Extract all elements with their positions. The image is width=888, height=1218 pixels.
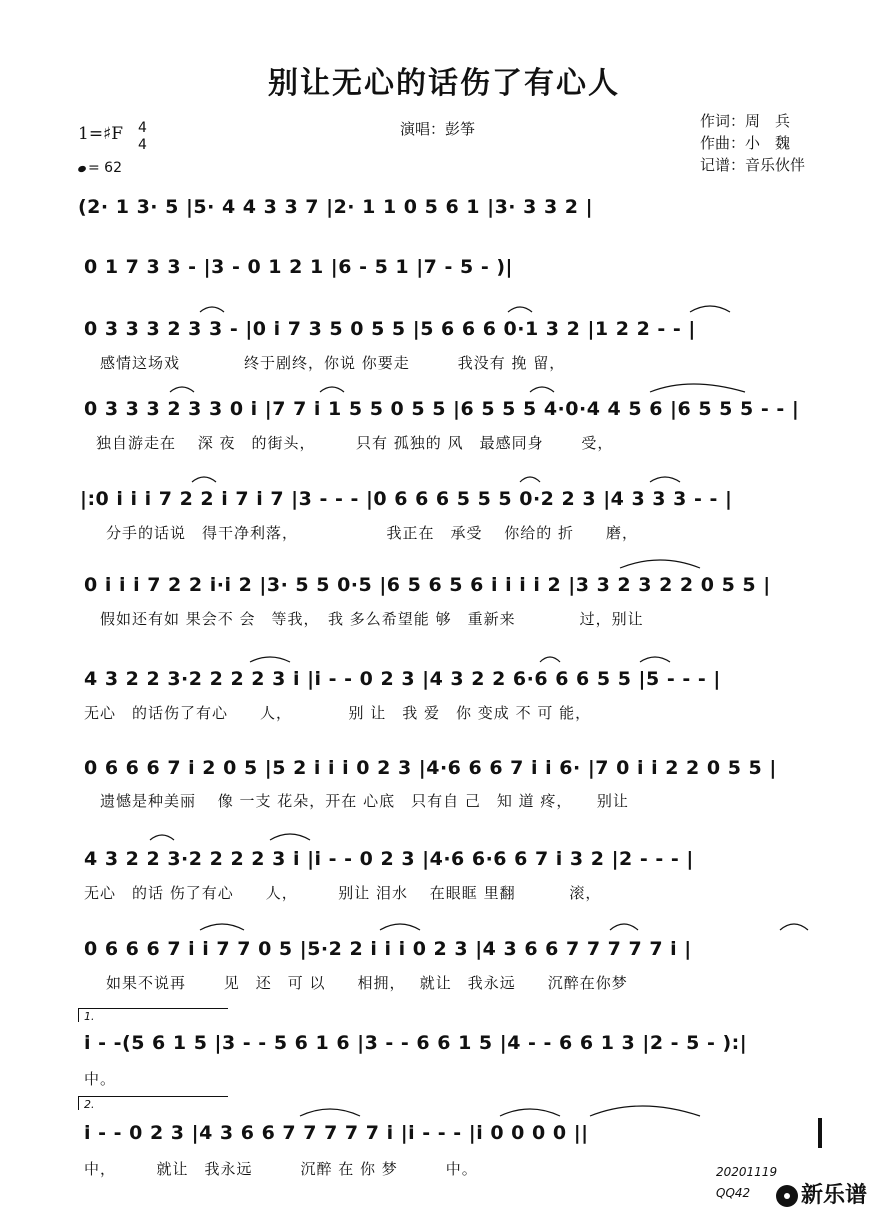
final-barline	[818, 1118, 822, 1148]
lyric-row-6: 假如还有如 果会不 会 等我， 我 多么希望能 够 重新来 过，别让	[100, 610, 644, 628]
score-row-5: |:0 i i i 7 2 2 i 7 i 7 |3 - - - |0 6 6 6 5 5 5 0·2 2 3 |4 3 3 3 - - |	[80, 488, 733, 510]
song-title: 别让无心的话伤了有心人	[268, 66, 620, 101]
lyricist-credit: 作词：周 兵	[700, 112, 791, 130]
record-disc-icon	[776, 1185, 798, 1207]
lyric-row-12: 中， 就让 我永远 沉醉 在 你 梦 中。	[84, 1160, 478, 1178]
score-row-2: 0 1 7 3 3 - |3 - 0 1 2 1 |6 - 5 1 |7 - 5 - )|	[84, 256, 513, 278]
lyric-row-7: 无心 的话伤了有心 人， 别 让 我 爱 你 变成 不 可 能，	[84, 704, 592, 722]
volta-1-number: 1.	[84, 1010, 95, 1023]
volta-1-leg	[78, 1008, 79, 1022]
volta-2-number: 2.	[84, 1098, 95, 1111]
date-stamp: 20201119	[716, 1165, 778, 1179]
score-row-12: i - - 0 2 3 |4 3 6 6 7 7 7 7 7 i |i - - - |i 0 0 0 0 ||	[84, 1122, 589, 1144]
score-row-8: 0 6 6 6 7 i 2 0 5 |5 2 i i i 0 2 3 |4·6 6 6 7 i i 6· |7 0 i i 2 2 0 5 5 |	[84, 757, 777, 779]
score-row-11: i - -(5 6 1 5 |3 - - 5 6 1 6 |3 - - 6 6 1 5 |4 - - 6 6 1 3 |2 - 5 - ):|	[84, 1032, 748, 1054]
lyric-row-4: 独自游走在 深 夜 的街头， 只有 孤独的 风 最感同身 受，	[96, 434, 614, 452]
score-row-7: 4 3 2 2 3·2 2 2 2 3 i |i - - 0 2 3 |4 3 2 2 6·6 6 6 5 5 |5 - - - |	[84, 668, 721, 690]
score-row-4: 0 3 3 3 2 3 3 0 i |7 7 i 1 5 5 0 5 5 |6 5 5 5 4·0·4 4 5 6 |6 5 5 5 - - |	[84, 398, 800, 420]
volta-1-bracket	[78, 1008, 228, 1009]
score-row-10: 0 6 6 6 7 i i 7 7 0 5 |5·2 2 i i i 0 2 3 |4 3 6 6 7 7 7 7 7 i |	[84, 938, 692, 960]
time-signature	[138, 120, 147, 154]
score-row-6: 0 i i i 7 2 2 i·i 2 |3· 5 5 0·5 |6 5 6 5 6 i i i i 2 |3 3 2 3 2 2 0 5 5 |	[84, 574, 771, 596]
quarter-note-icon	[77, 165, 87, 173]
brand-name: 新乐谱	[801, 1183, 868, 1208]
time-signature-top: 4	[138, 120, 147, 136]
score-row-1: (2· 1 3· 5 |5· 4 4 3 3 7 |2· 1 1 0 5 6 1 |3· 3 3 2 |	[78, 196, 594, 218]
transcriber-credit: 记谱：音乐伙伴	[700, 156, 806, 174]
lyric-row-5: 分手的话说 得干净利落， 我正在 承受 你给的 折 磨，	[106, 524, 639, 542]
composer-credit: 作曲：小 魏	[700, 134, 791, 152]
lyric-row-11: 中。	[84, 1070, 117, 1088]
key-signature: 1=♯F	[78, 124, 124, 144]
lyric-row-3: 感情这场戏 终于剧终，你说 你要走 我没有 挽 留，	[100, 354, 566, 372]
score-row-3: 0 3 3 3 2 3 3 - |0 i 7 3 5 0 5 5 |5 6 6 6 0·1 3 2 |1 2 2 - - |	[84, 318, 696, 340]
lyric-row-9: 无心 的话 伤了有心 人， 别让 泪水 在眼眶 里翻 滚，	[84, 884, 602, 902]
volta-2-bracket	[78, 1096, 228, 1097]
tempo-marking	[78, 160, 122, 176]
tempo-value: = 62	[88, 160, 122, 176]
brand-logo	[776, 1178, 867, 1209]
qq-stamp: QQ42	[716, 1186, 751, 1200]
volta-2-leg	[78, 1096, 79, 1110]
singer-credit: 演唱：彭筝	[400, 120, 476, 138]
score-row-9: 4 3 2 2 3·2 2 2 2 3 i |i - - 0 2 3 |4·6 6·6 6 7 i 3 2 |2 - - - |	[84, 848, 694, 870]
lyric-row-8: 遗憾是种美丽 像 一支 花朵，开在 心底 只有自 己 知 道 疼， 别让	[100, 792, 629, 810]
lyric-row-10: 如果不说再 见 还 可 以 相拥， 就让 我永远 沉醉在你梦	[106, 974, 628, 992]
time-signature-bottom: 4	[138, 137, 147, 153]
